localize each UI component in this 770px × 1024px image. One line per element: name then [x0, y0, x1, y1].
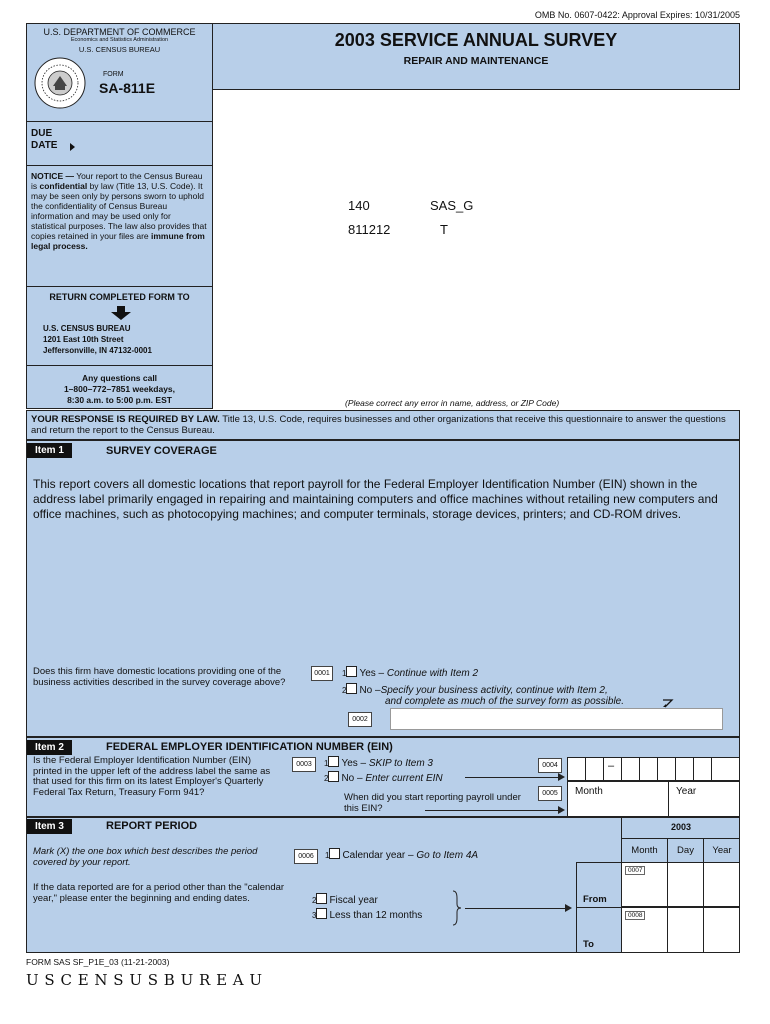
ein-yes-checkbox[interactable]: [328, 756, 339, 767]
due-date-box: [26, 121, 213, 166]
col-month-label: Month: [631, 845, 658, 856]
start-year-label: Year: [676, 786, 697, 797]
item1-no-option[interactable]: [342, 683, 608, 696]
return-line2: 1201 East 10th Street: [43, 335, 124, 344]
title-box: [212, 23, 740, 90]
calendar-year-label: Calendar year –: [342, 850, 417, 861]
agency-line2: Economics and Statistics Administration: [70, 37, 169, 43]
calendar-year-instruction: Go to Item 4A: [416, 850, 479, 861]
arrow-down-right-icon: [662, 698, 674, 708]
less-than-12-option[interactable]: [312, 908, 422, 921]
return-line1: U.S. CENSUS BUREAU: [43, 324, 131, 333]
notice-confidential: confidential: [39, 181, 88, 191]
start-month-label: Month: [575, 786, 603, 797]
item3-heading: REPORT PERIOD: [106, 820, 198, 832]
due-date-label: DUE DATE: [31, 128, 58, 151]
yes-instruction: Continue with Item 2: [386, 668, 479, 679]
fiscal-year-option[interactable]: [312, 893, 378, 906]
code-0007: 0007: [625, 866, 645, 875]
ein-arrow-line: [465, 777, 558, 778]
census-bureau-footer: U S C E N S U S B U R E A U: [26, 971, 263, 989]
yes-label: Yes –: [359, 668, 387, 679]
option-number: 1: [324, 759, 329, 768]
item2-yes-option[interactable]: [324, 756, 433, 769]
code-0006: 0006: [294, 849, 318, 864]
item1-tag: Item 1: [27, 443, 72, 458]
questions-line1: Any questions call: [81, 373, 158, 383]
calendar-year-option[interactable]: [325, 848, 478, 861]
pointer-icon: [70, 143, 75, 151]
less-than-12-label: Less than 12 months: [329, 910, 423, 921]
ein-no-instruction: Enter current EIN: [365, 773, 443, 784]
notice-lead: NOTICE —: [31, 171, 74, 181]
no-checkbox[interactable]: [346, 683, 357, 694]
code-0003: 0003: [292, 757, 316, 772]
response-required-bold: YOUR RESPONSE IS REQUIRED BY LAW.: [31, 414, 220, 425]
option-number: 1: [325, 851, 330, 860]
ein-divider: [603, 757, 604, 781]
response-required-bar: [26, 410, 740, 440]
item2-heading: FEDERAL EMPLOYER IDENTIFICATION NUMBER (EIN): [106, 741, 393, 753]
notice-text2: by law (Title 13, U.S. Code). It may be seen only by persons sworn to uphold the confidentiality of Census Bureau information and may be used only for statistical purposes. The law also provides that copies retained in your files are: [31, 181, 207, 241]
item1-yes-option[interactable]: [342, 666, 478, 679]
form-number: SA-811E: [99, 80, 156, 96]
notice-box: [26, 165, 213, 287]
no-instruction-cont: and complete as much of the survey form as possible.: [385, 696, 625, 707]
option-number: 2: [312, 896, 317, 905]
survey-subtitle: REPAIR AND MAINTENANCE: [403, 55, 549, 67]
year-2003-header: 2003: [670, 822, 692, 832]
ein-divider: [621, 757, 622, 781]
questions-box: [26, 365, 213, 409]
omb-approval-line: OMB No. 0607-0422: Approval Expires: 10/31/2005: [534, 10, 740, 20]
down-arrow-icon: [111, 306, 131, 320]
option-number: 1: [342, 669, 347, 678]
to-label: To: [583, 939, 594, 950]
code-0002: 0002: [348, 712, 372, 727]
notice-immune: immune from legal process.: [31, 231, 205, 251]
from-label: From: [583, 894, 607, 905]
survey-title: 2003 SERVICE ANNUAL SURVEY: [334, 30, 618, 50]
fiscal-year-label: Fiscal year: [329, 895, 378, 906]
questions-hours: 8:30 a.m. to 5:00 p.m. EST: [67, 395, 172, 405]
label-r1c2: SAS_G: [430, 198, 474, 213]
agency-line1: U.S. DEPARTMENT OF COMMERCE: [43, 27, 196, 37]
item3-tag: Item 3: [27, 819, 72, 834]
when-arrow-line: [425, 810, 558, 811]
option-number: 2: [342, 686, 347, 695]
ein-divider: [639, 757, 640, 781]
ein-divider: [693, 757, 694, 781]
item1-heading: SURVEY COVERAGE: [106, 445, 217, 457]
code-0004: 0004: [538, 758, 562, 773]
item2-question: Is the Federal Employer Identification Number (EIN) printed in the upper left of the address label the same as that used for this firm on its latest Employer's Quarterly Federal Tax Return, Treasury Form 941?: [33, 755, 271, 798]
day-year-divider: [703, 862, 704, 953]
brace-icon: [452, 890, 462, 926]
ein-no-checkbox[interactable]: [328, 771, 339, 782]
calendar-year-checkbox[interactable]: [329, 848, 340, 859]
form-id-footer: FORM SAS SF_P1E_03 (11-21-2003): [26, 957, 170, 967]
agency-line3: U.S. CENSUS BUREAU: [78, 45, 161, 54]
fiscal-year-checkbox[interactable]: [316, 893, 327, 904]
ein-divider: [657, 757, 658, 781]
ein-divider: [675, 757, 676, 781]
form-label: FORM: [103, 71, 124, 78]
ein-arrow-head: [558, 773, 565, 781]
label-r2c2: T: [440, 222, 448, 237]
when-question: When did you start reporting payroll under this EIN?: [344, 792, 521, 814]
item3-question2: If the data reported are for a period other than the "calendar year," please enter the beginning and ending dates.: [33, 882, 285, 904]
ein-divider: [585, 757, 586, 781]
item2-no-option[interactable]: [324, 771, 443, 784]
item1-body: This report covers all domestic locations that report payroll for the Federal Employer Identification Number (EIN) shown in the address label primarily engaged in repairing and maintaining computers and office machines without retailing new computers and office machines, such as photocopying machines; and computer terminals, storage devices, printers; and CD-ROM drives.: [33, 477, 718, 521]
period-arrow-line: [465, 908, 565, 909]
date-grid-rule: [621, 838, 740, 839]
ein-input[interactable]: [567, 757, 740, 781]
ein-dash: –: [608, 760, 615, 772]
col-year-label: Year: [712, 845, 732, 856]
when-arrow-head: [558, 806, 565, 814]
option-number: 3: [312, 911, 317, 920]
yes-checkbox[interactable]: [346, 666, 357, 677]
label-r2c1: 811212: [348, 222, 391, 237]
period-arrow-head: [565, 904, 572, 912]
commerce-seal-icon: [33, 56, 87, 110]
no-label: No –: [359, 685, 381, 696]
return-line3: Jeffersonville, IN 47132-0001: [43, 346, 152, 355]
item1-question: Does this firm have domestic locations providing one of the business activities described in the survey coverage above?: [33, 666, 286, 688]
ein-divider: [711, 757, 712, 781]
return-heading: RETURN COMPLETED FORM TO: [49, 292, 190, 302]
code-0001: 0001: [311, 666, 333, 681]
code-0005: 0005: [538, 786, 562, 801]
business-activity-input[interactable]: [390, 708, 723, 730]
ein-yes-instruction: SKIP to Item 3: [368, 758, 433, 769]
month-year-divider: [668, 781, 669, 817]
questions-phone: 1–800–772–7851 weekdays,: [63, 384, 176, 394]
code-0008: 0008: [625, 911, 645, 920]
label-r1c1: 140: [348, 198, 370, 213]
no-instruction: Specify your business activity, continue with Item 2,: [380, 685, 608, 696]
option-number: 2: [324, 774, 329, 783]
col-day-label: Day: [677, 845, 694, 856]
month-day-divider: [667, 862, 668, 953]
item2-tag: Item 2: [27, 740, 72, 755]
correct-error-note: (Please correct any error in name, address, or ZIP Code): [345, 398, 560, 408]
less-than-12-checkbox[interactable]: [316, 908, 327, 919]
item3-question1: Mark (X) the one box which best describes the period covered by your report.: [33, 846, 258, 868]
agency-box: [26, 23, 213, 122]
return-box: [26, 286, 213, 366]
response-required-text: Title 13, U.S. Code, requires businesses and other organizations that receive this questionnaire to answer the questions and return the report to the Census Bureau.: [31, 414, 726, 436]
ein-no-label: No –: [341, 773, 366, 784]
notice-text1: Your report to the Census Bureau is: [31, 171, 203, 191]
ein-yes-label: Yes –: [341, 758, 369, 769]
